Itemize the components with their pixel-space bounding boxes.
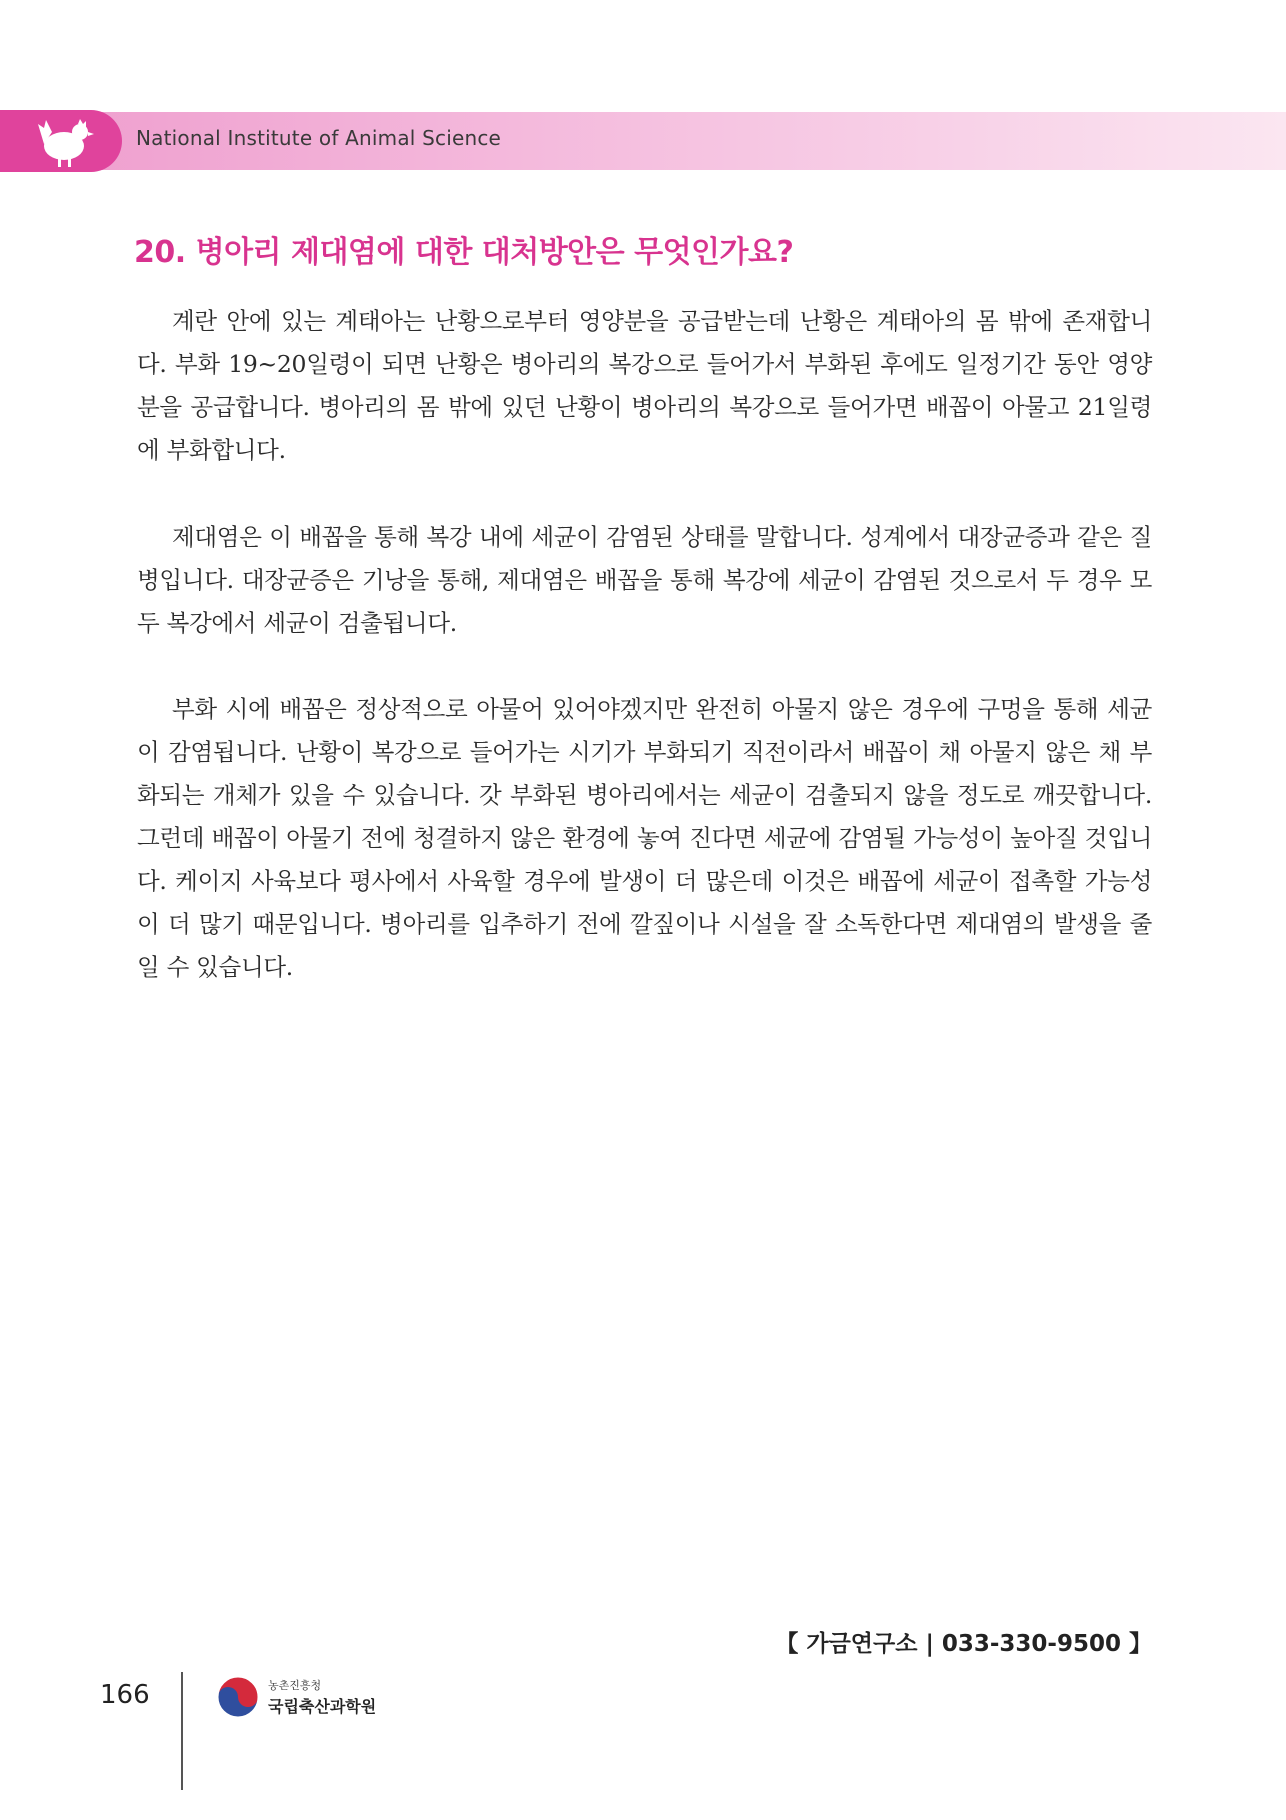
contact-info: 【 가금연구소 | 033-330-9500 】	[775, 1631, 1152, 1657]
paragraph-3: 부화 시에 배꼽은 정상적으로 아물어 있어야겠지만 완전히 아물지 않은 경우에 구멍을 통해 세균이 감염됩니다. 난황이 복강으로 들어가는 시기가 부화되기 직전이라서 배꼽이 채 아물지 않은 채 부화되는 개체가 있을 수 있습니다. 갓 부화된 병아리에서는 세균이 검출되지 않을 정도로 깨끗합니다. 그런데 배꼽이 아물기 전에 청결하지 않은 환경에 놓여 진다면 세균에 감염될 가능성이 높아질 것입니다. 케이지 사육보다 평사에서 사육할 경우에 발생이 더 많은데 이것은 배꼽에 세균이 접촉할 가능성이 더 많기 때문입니다. 병아리를 입추하기 전에 깔짚이나 시설을 잘 소독한다면 제대염의 발생을 줄일 수 있습니다.	[137, 695, 1152, 981]
body-text	[137, 300, 1152, 472]
question-title: 20. 병아리 제대염에 대한 대처방안은 무엇인가요?	[134, 235, 794, 270]
body-text-2	[137, 516, 1152, 645]
hen-icon	[36, 116, 96, 168]
paragraph-1: 계란 안에 있는 계태아는 난황으로부터 영양분을 공급받는데 난황은 계태아의 몸 밖에 존재합니다. 부화 19~20일령이 되면 난황은 병아리의 복강으로 들어가서 부화된 후에도 일정기간 동안 영양분을 공급합니다. 병아리의 몸 밖에 있던 난황이 병아리의 복강으로 들어가면 배꼽이 아물고 21일령에 부화합니다.	[137, 307, 1152, 464]
footer-divider	[181, 1672, 183, 1790]
agency-name: 국립축산과학원	[268, 1697, 377, 1716]
page-number: 166	[100, 1680, 150, 1710]
body-text-3	[137, 688, 1152, 989]
agency-logo-icon	[216, 1675, 260, 1719]
paragraph-2: 제대염은 이 배꼽을 통해 복강 내에 세균이 감염된 상태를 말합니다. 성계에서 대장균증과 같은 질병입니다. 대장균증은 기낭을 통해, 제대염은 배꼽을 통해 복강에 세균이 감염된 것으로서 두 경우 모두 복강에서 세균이 검출됩니다.	[137, 523, 1152, 637]
header-title: National Institute of Animal Science	[136, 126, 502, 150]
agency-top-label: 농촌진흥청	[268, 1679, 322, 1692]
